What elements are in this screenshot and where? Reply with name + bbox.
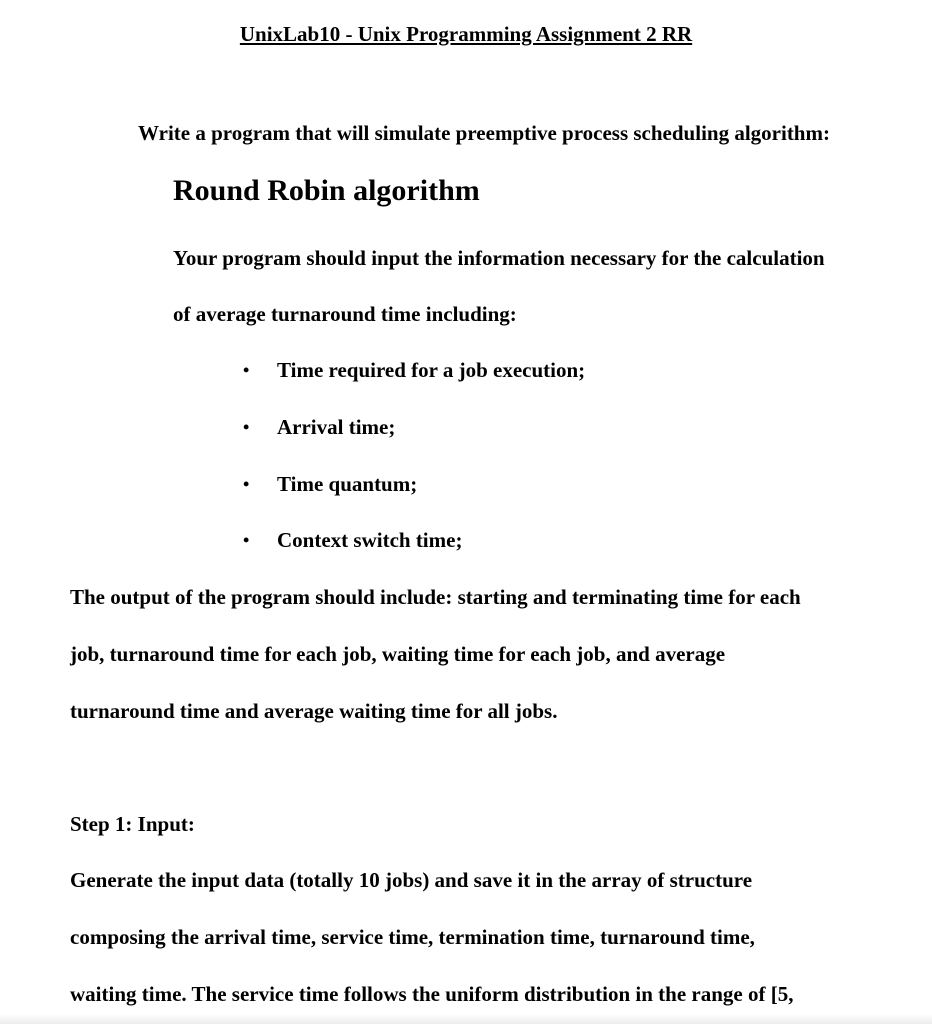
paragraph-line: of average turnaround time including: bbox=[173, 302, 517, 326]
output-paragraph-line: turnaround time and average waiting time for all jobs. bbox=[70, 699, 558, 723]
bullet-icon: • bbox=[243, 474, 250, 494]
intro-text: Write a program that will simulate preemptive process scheduling algorithm: bbox=[138, 121, 830, 145]
bullet-icon: • bbox=[243, 360, 250, 380]
step1-paragraph-line: composing the arrival time, service time, termination time, turnaround time, bbox=[70, 925, 755, 949]
bullet-item: Context switch time; bbox=[277, 528, 463, 552]
bullet-item: Arrival time; bbox=[277, 415, 396, 439]
bullet-item: Time required for a job execution; bbox=[277, 358, 586, 382]
step1-paragraph-line: Generate the input data (totally 10 jobs) and save it in the array of structure bbox=[70, 868, 753, 892]
section-heading: Round Robin algorithm bbox=[173, 174, 480, 207]
output-paragraph-line: The output of the program should include: starting and terminating time for each bbox=[70, 585, 801, 609]
bullet-item: Time quantum; bbox=[277, 472, 418, 496]
step1-paragraph-line: waiting time. The service time follows the uniform distribution in the range of [5, bbox=[70, 982, 794, 1006]
output-paragraph-line: job, turnaround time for each job, waiting time for each job, and average bbox=[70, 642, 726, 666]
paragraph-line: Your program should input the information necessary for the calculation bbox=[173, 246, 825, 270]
bullet-icon: • bbox=[243, 530, 250, 550]
document-title: UnixLab10 - Unix Programming Assignment 2 RR bbox=[239, 22, 693, 46]
page-bottom-fade bbox=[0, 1014, 932, 1024]
bullet-icon: • bbox=[243, 417, 250, 437]
step1-heading: Step 1: Input: bbox=[70, 812, 195, 836]
